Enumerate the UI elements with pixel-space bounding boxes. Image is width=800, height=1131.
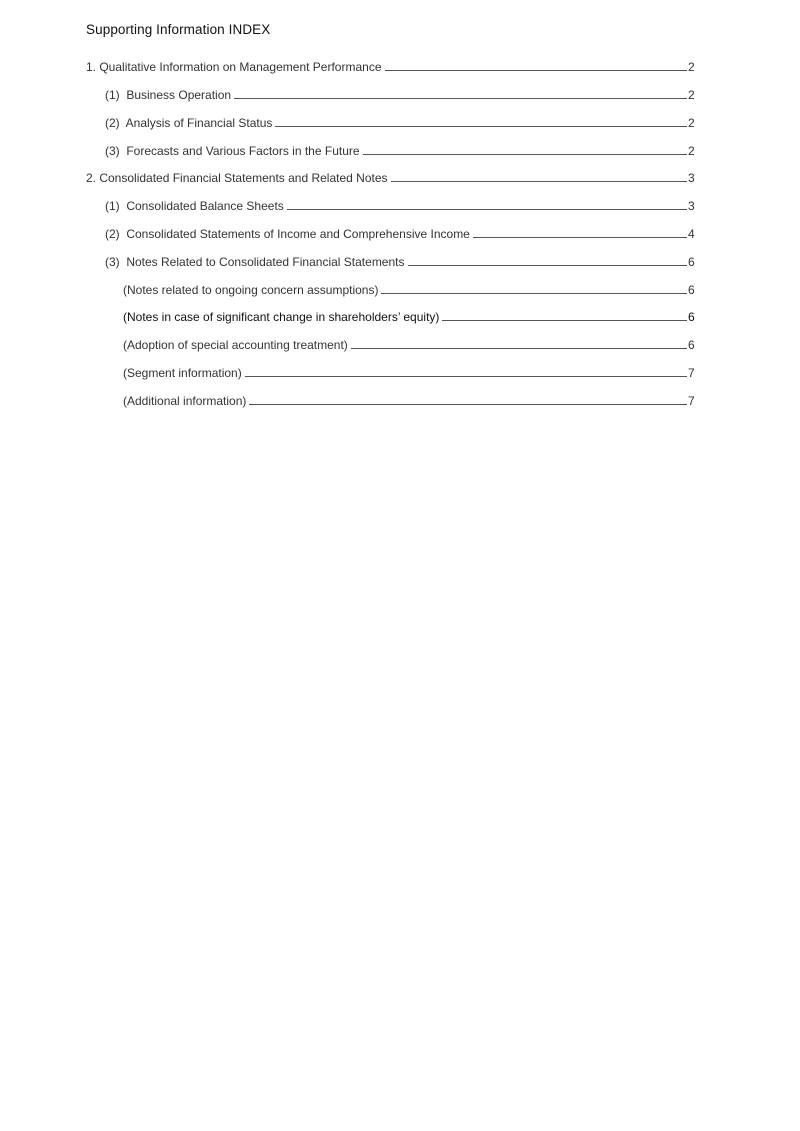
dot-leader (473, 237, 687, 238)
toc-page-number: 7 (688, 394, 695, 408)
toc-entry-label: (1) Business Operation (105, 88, 232, 102)
dot-leader (249, 404, 687, 405)
toc-page-number: 3 (688, 199, 695, 213)
toc-entry-label: (Notes in case of significant change in shareholders’ equity) (123, 310, 440, 324)
dot-leader (391, 181, 687, 182)
toc-page-number: 2 (688, 88, 695, 102)
toc-page-number: 7 (688, 366, 695, 380)
toc-page-number: 4 (688, 227, 695, 241)
toc-entry-label: (1) Consolidated Balance Sheets (105, 199, 284, 213)
toc-entry-label: 1. Qualitative Information on Management Performance (86, 60, 382, 74)
toc-entry-label: (Segment information) (123, 366, 242, 380)
toc-entry-segment-information[interactable] (123, 364, 696, 380)
dot-leader (234, 98, 687, 99)
dot-leader (245, 376, 687, 377)
dot-leader (381, 293, 687, 294)
toc-entry-ongoing-concern[interactable] (123, 281, 696, 297)
toc-entry-label: (Additional information) (123, 394, 247, 408)
dot-leader (363, 154, 687, 155)
dot-leader (287, 209, 687, 210)
toc-entry-label: (Notes related to ongoing concern assumptions) (123, 283, 379, 297)
toc-page-number: 2 (688, 116, 695, 130)
toc-entry-label: (3) Notes Related to Consolidated Financial Statements (105, 255, 405, 269)
toc-entry-qualitative-information[interactable] (86, 58, 696, 74)
toc-page-number: 2 (688, 60, 695, 74)
dot-leader (275, 126, 687, 127)
toc-entry-shareholders-equity[interactable] (123, 308, 696, 324)
toc-entry-balance-sheets[interactable] (105, 197, 696, 213)
dot-leader (385, 70, 688, 71)
toc-entry-label: (Adoption of special accounting treatment) (123, 338, 348, 352)
toc-entry-label: (2) Consolidated Statements of Income and Comprehensive Income (105, 227, 470, 241)
toc-entry-notes-related[interactable] (105, 253, 696, 269)
toc-entry-consolidated-statements[interactable] (86, 169, 696, 185)
toc-entry-label: (2) Analysis of Financial Status (105, 116, 273, 130)
toc-page-number: 6 (688, 310, 695, 324)
toc-entry-business-operation[interactable] (105, 86, 696, 102)
toc-page-number: 2 (688, 144, 695, 158)
toc-entry-financial-status[interactable] (105, 114, 696, 130)
toc-entry-income-statements[interactable] (105, 225, 696, 241)
index-title: Supporting Information INDEX (86, 22, 271, 37)
dot-leader (442, 320, 687, 321)
toc-entry-label: 2. Consolidated Financial Statements and Related Notes (86, 171, 388, 185)
toc-page-number: 6 (688, 255, 695, 269)
toc-page-number: 3 (688, 171, 695, 185)
toc-entry-special-accounting[interactable] (123, 336, 696, 352)
toc-page-number: 6 (688, 283, 695, 297)
toc-entry-additional-information[interactable] (123, 392, 696, 408)
dot-leader (408, 265, 688, 266)
toc-entry-forecasts[interactable] (105, 142, 696, 158)
toc-page-number: 6 (688, 338, 695, 352)
dot-leader (351, 348, 687, 349)
toc-entry-label: (3) Forecasts and Various Factors in the Future (105, 144, 360, 158)
